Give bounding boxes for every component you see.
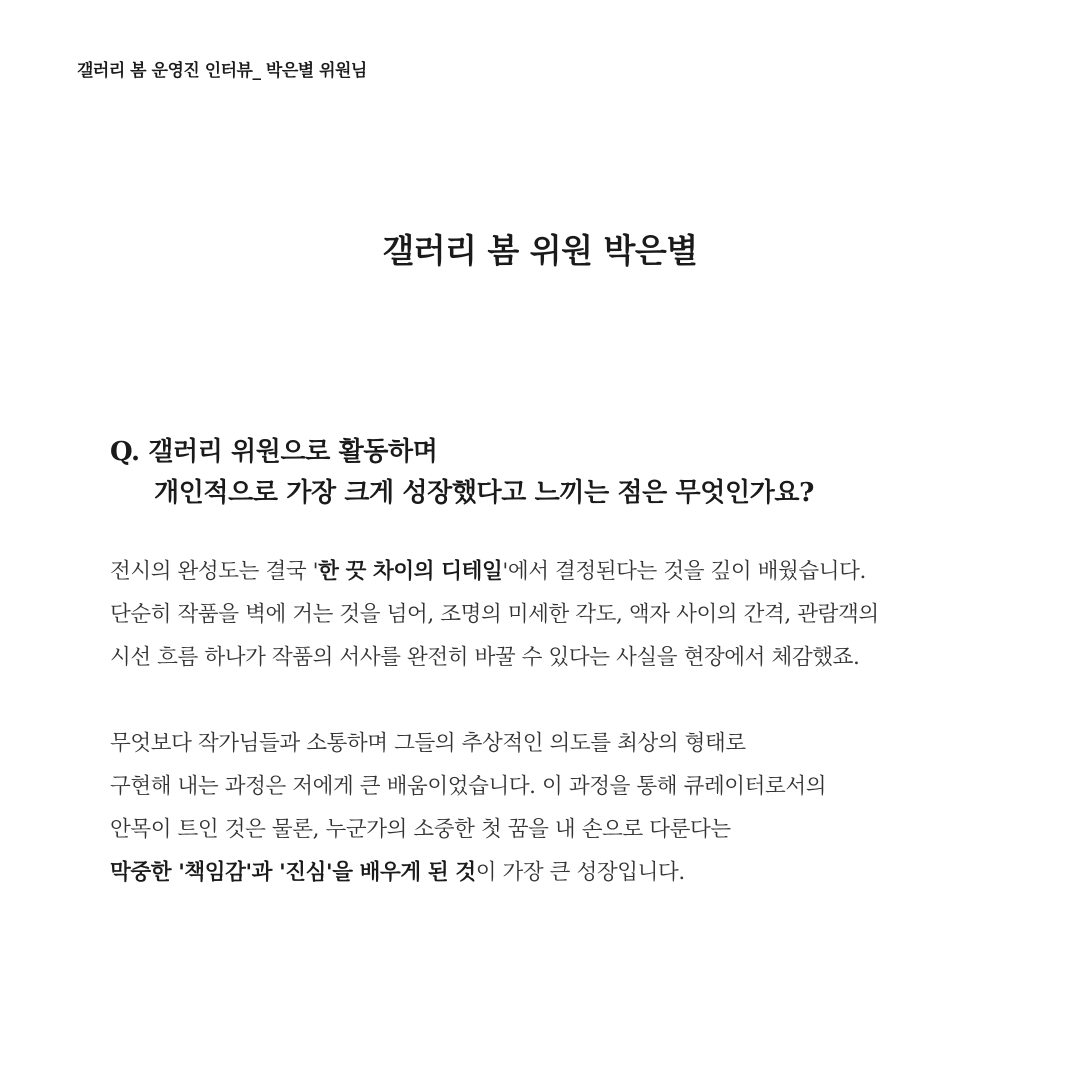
answer-line: 시선 흐름 하나가 작품의 서사를 완전히 바꿀 수 있다는 사실을 현장에서 체감했죠. xyxy=(110,645,860,670)
answer-text: '에서 결정된다는 것을 깊이 배웠습니다. xyxy=(502,559,866,584)
question-line-1: Q. 갤러리 위원으로 활동하며 xyxy=(110,437,438,467)
answer-line: 안목이 트인 것은 물론, 누군가의 소중한 첫 꿈을 내 손으로 다룬다는 xyxy=(110,817,731,842)
page-title: 갤러리 봄 위원 박은별 xyxy=(382,231,698,270)
answer-text: 이 가장 큰 성장입니다. xyxy=(475,860,685,885)
answer-line: 무엇보다 작가님들과 소통하며 그들의 추상적인 의도를 최상의 형태로 xyxy=(110,731,746,756)
document-header: 갤러리 봄 운영진 인터뷰_ 박은별 위원님 xyxy=(77,61,367,81)
answer-line xyxy=(110,851,826,894)
answer-line: 구현해 내는 과정은 저에게 큰 배움이었습니다. 이 과정을 통해 큐레이터로서의 xyxy=(110,774,827,799)
interview-question xyxy=(110,432,814,514)
question-line-2: 개인적으로 가장 크게 성장했다고 느끼는 점은 무엇인가요? xyxy=(154,478,814,508)
answer-line xyxy=(110,550,879,593)
answer-emphasis: 막중한 '책임감'과 '진심'을 배우게 된 것 xyxy=(110,860,476,885)
answer-text: 전시의 완성도는 결국 ' xyxy=(110,559,319,584)
answer-line: 단순히 작품을 벽에 거는 것을 넘어, 조명의 미세한 각도, 액자 사이의 간격, 관람객의 xyxy=(110,602,879,627)
answer-paragraph-2 xyxy=(110,722,826,894)
answer-emphasis: 한 끗 차이의 디테일 xyxy=(318,559,503,584)
answer-paragraph-1 xyxy=(110,550,879,679)
